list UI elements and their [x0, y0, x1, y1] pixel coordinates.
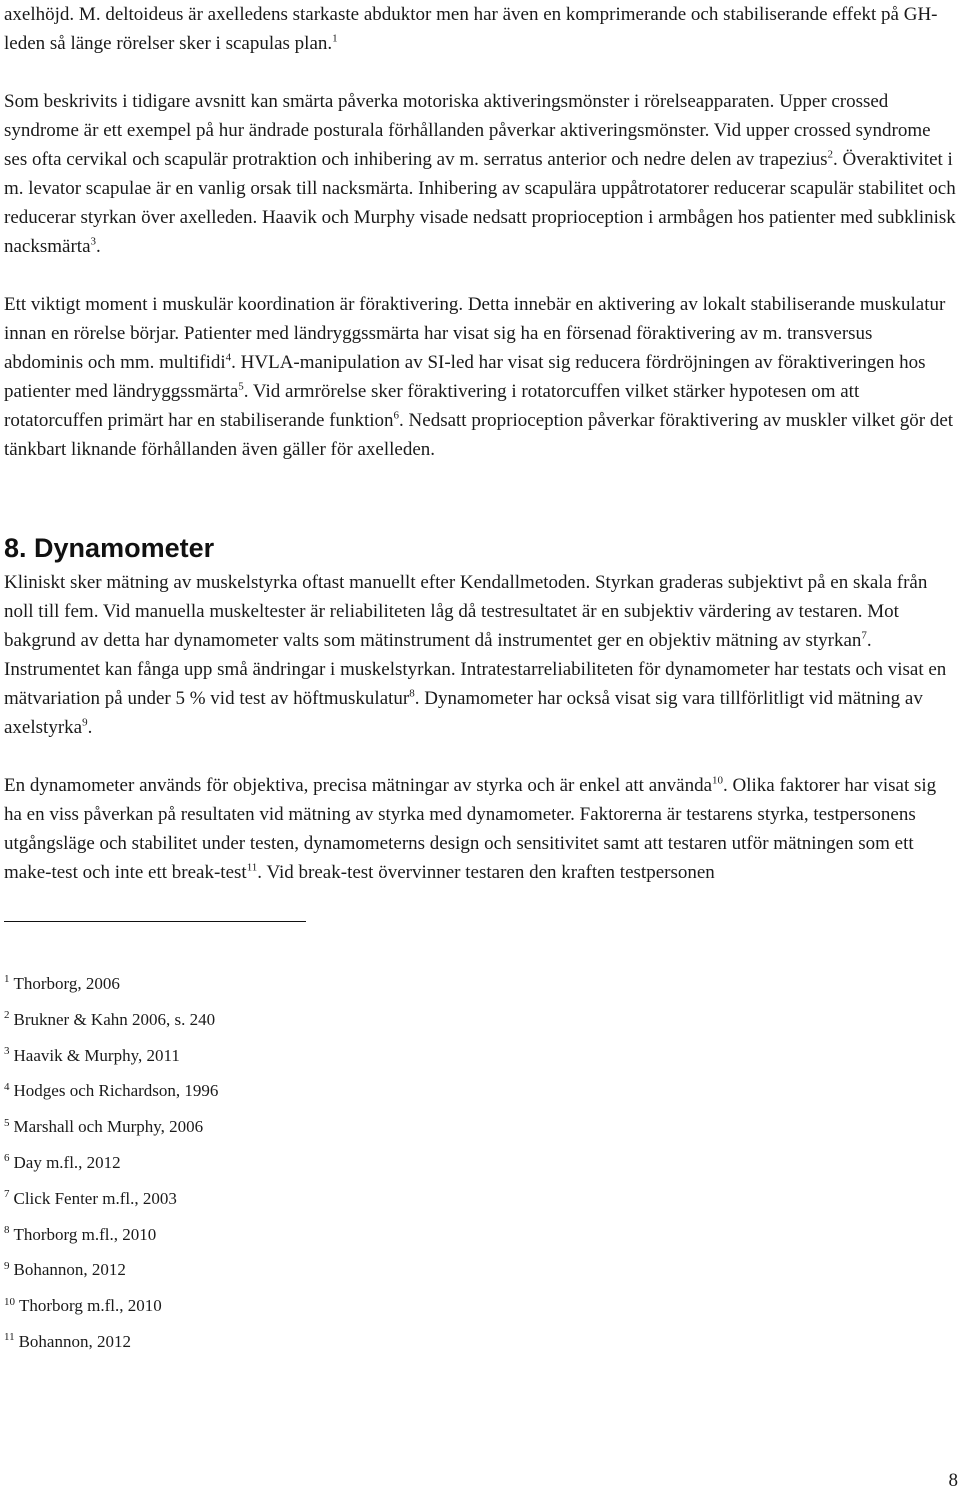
section-paragraph-1: Kliniskt sker mätning av muskelstyrka oftast manuellt efter Kendallmetoden. Styrkan graderas subjektivt på en skala från noll till fem. Vid manuella muskeltester är reliabiliteten låg då testresultatet är en subjektiv värdering av testaren. Mot bakgrund av detta har dynamometer valts som mätinstrument då instrumentet ger en objektiv mätning av styrkan$^7$. Instrumentet kan fånga upp små ändringar i muskelstyrkan. Intratestarreliabiliteten för dynamometer har testats och visat en mätvariation på under 5 % vid test av höftmuskulatur$^8$. Dynamometer har också visat sig vara tillförlitligt vid mätning av axelstyrka$^9$.	[4, 572, 947, 738]
footnote-item	[4, 1252, 956, 1288]
footnote-text: Hodges och Richardson, 1996	[13, 1081, 219, 1101]
footnote-number: 11	[4, 1331, 15, 1344]
footnote-item	[4, 966, 956, 1002]
footnote-number: 4	[4, 1080, 10, 1093]
section-title: Dynamometer	[34, 533, 215, 563]
footnote-number: 10	[4, 1295, 15, 1308]
footnote-marker: 9	[82, 716, 88, 729]
footnote-item	[4, 1288, 956, 1324]
footnote-item	[4, 1038, 956, 1074]
section-number: 8.	[4, 533, 27, 563]
paragraph-2: Som beskrivits i tidigare avsnitt kan smärta påverka motoriska aktiveringsmönster i rörelseapparaten. Upper crossed syndrome är ett exempel på hur ändrade posturala förhållanden påverkar aktiveringsmönster. Vid upper crossed syndrome ses ofta cervikal och scapulär protraktion och inhibering av m. serratus anterior och nedre delen av trapezius$^2$. Överaktivitet i m. levator scapulae är en vanlig orsak till nacksmärta. Inhibering av scapulära uppåtrotatorer reducerar scapulär stabilitet och reducerar styrkan över axelleden. Haavik och Murphy visade nedsatt proprioception i armbågen hos patienter med subklinisk nacksmärta$^3$.	[4, 91, 956, 257]
footnote-text: Thorborg, 2006	[13, 974, 120, 993]
footnote-item	[4, 1181, 956, 1217]
footnote-number: 1	[4, 973, 10, 986]
footnote-item	[4, 1217, 956, 1253]
footnote-text: Click Fenter m.fl., 2003	[13, 1188, 177, 1208]
footnote-item	[4, 1324, 956, 1360]
footnote-marker: 1	[332, 32, 338, 45]
paragraph-1: axelhöjd. M. deltoideus är axelledens starkaste abduktor men har även en komprimerande och stabiliserande effekt på GH-leden så länge rörelser sker i scapulas plan.$^1$	[4, 4, 938, 54]
intro-paragraphs	[4, 0, 956, 464]
footnote-marker: 10	[712, 774, 724, 787]
footnote-marker: 6	[393, 409, 400, 422]
section-paragraph-2: En dynamometer används för objektiva, precisa mätningar av styrka och är enkel att använda$^{10}$. Olika faktorer har visat sig ha en viss påverkan på resultaten vid mätning av styrka med dynamometer. Faktorerna är testarens styrka, testpersonens utgångsläge och stabilitet under testen, dynamometerns design och sensitivitet samt att testaren utför mätningen som ett make-test och inte ett break-test$^{11}$. Vid break-test övervinner testaren den kraften testpersonen	[4, 774, 937, 883]
footnote-marker: 11	[246, 861, 258, 874]
paragraph-3: Ett viktigt moment i muskulär koordination är föraktivering. Detta innebär en aktivering av lokalt stabiliserande muskulatur innan en rörelse börjar. Patienter med ländryggssmärta har visat sig ha en försenad föraktivering av m. transversus abdominis och mm. multifidi$^4$. HVLA-manipulation av SI-led har visat sig reducera fördröjningen av föraktiveringen hos patienter med ländryggssmärta$^5$. Vid armrörelse sker föraktivering i rotatorcuffen vilket stärker hypotesen om att rotatorcuffen primärt har en stabiliserande funktion$^6$. Nedsatt proprioception påverkar föraktivering av muskler vilket gör det tänkbart liknande förhållanden även gäller för axelleden.	[4, 294, 954, 460]
footnote-text: Day m.fl., 2012	[13, 1152, 121, 1172]
footnote-marker: 8	[409, 687, 415, 700]
footnote-divider	[4, 921, 306, 922]
footnote-item	[4, 1002, 956, 1038]
footnote-text: Bohannon, 2012	[18, 1331, 131, 1351]
footnote-item	[4, 1073, 956, 1109]
footnote-number: 6	[4, 1152, 10, 1165]
page-number: 8	[948, 1470, 958, 1491]
footnote-item	[4, 1145, 956, 1181]
footnote-item	[4, 1109, 956, 1145]
footnote-text: Thorborg m.fl., 2010	[13, 1224, 157, 1244]
footnote-text: Bohannon, 2012	[13, 1260, 126, 1280]
footnote-text: Marshall och Murphy, 2006	[13, 1117, 204, 1137]
footnote-marker: 5	[238, 380, 244, 393]
footnote-number: 8	[4, 1223, 10, 1236]
footnote-marker: 4	[225, 351, 232, 364]
footnote-marker: 2	[827, 148, 834, 161]
footnote-marker: 7	[861, 629, 867, 642]
document-page	[4, 0, 956, 1360]
footnote-number: 2	[4, 1009, 10, 1022]
footnote-text: Haavik & Murphy, 2011	[13, 1045, 180, 1065]
footnote-text: Brukner & Kahn 2006, s. 240	[13, 1009, 216, 1029]
footnote-number: 9	[4, 1259, 10, 1272]
footnote-number: 3	[4, 1044, 10, 1057]
footnote-marker: 3	[90, 235, 97, 248]
section-heading	[4, 528, 956, 568]
footnote-text: Thorborg m.fl., 2010	[19, 1296, 162, 1316]
footnote-list	[4, 966, 956, 1360]
footnote-number: 5	[4, 1116, 10, 1129]
footnote-number: 7	[4, 1188, 10, 1201]
